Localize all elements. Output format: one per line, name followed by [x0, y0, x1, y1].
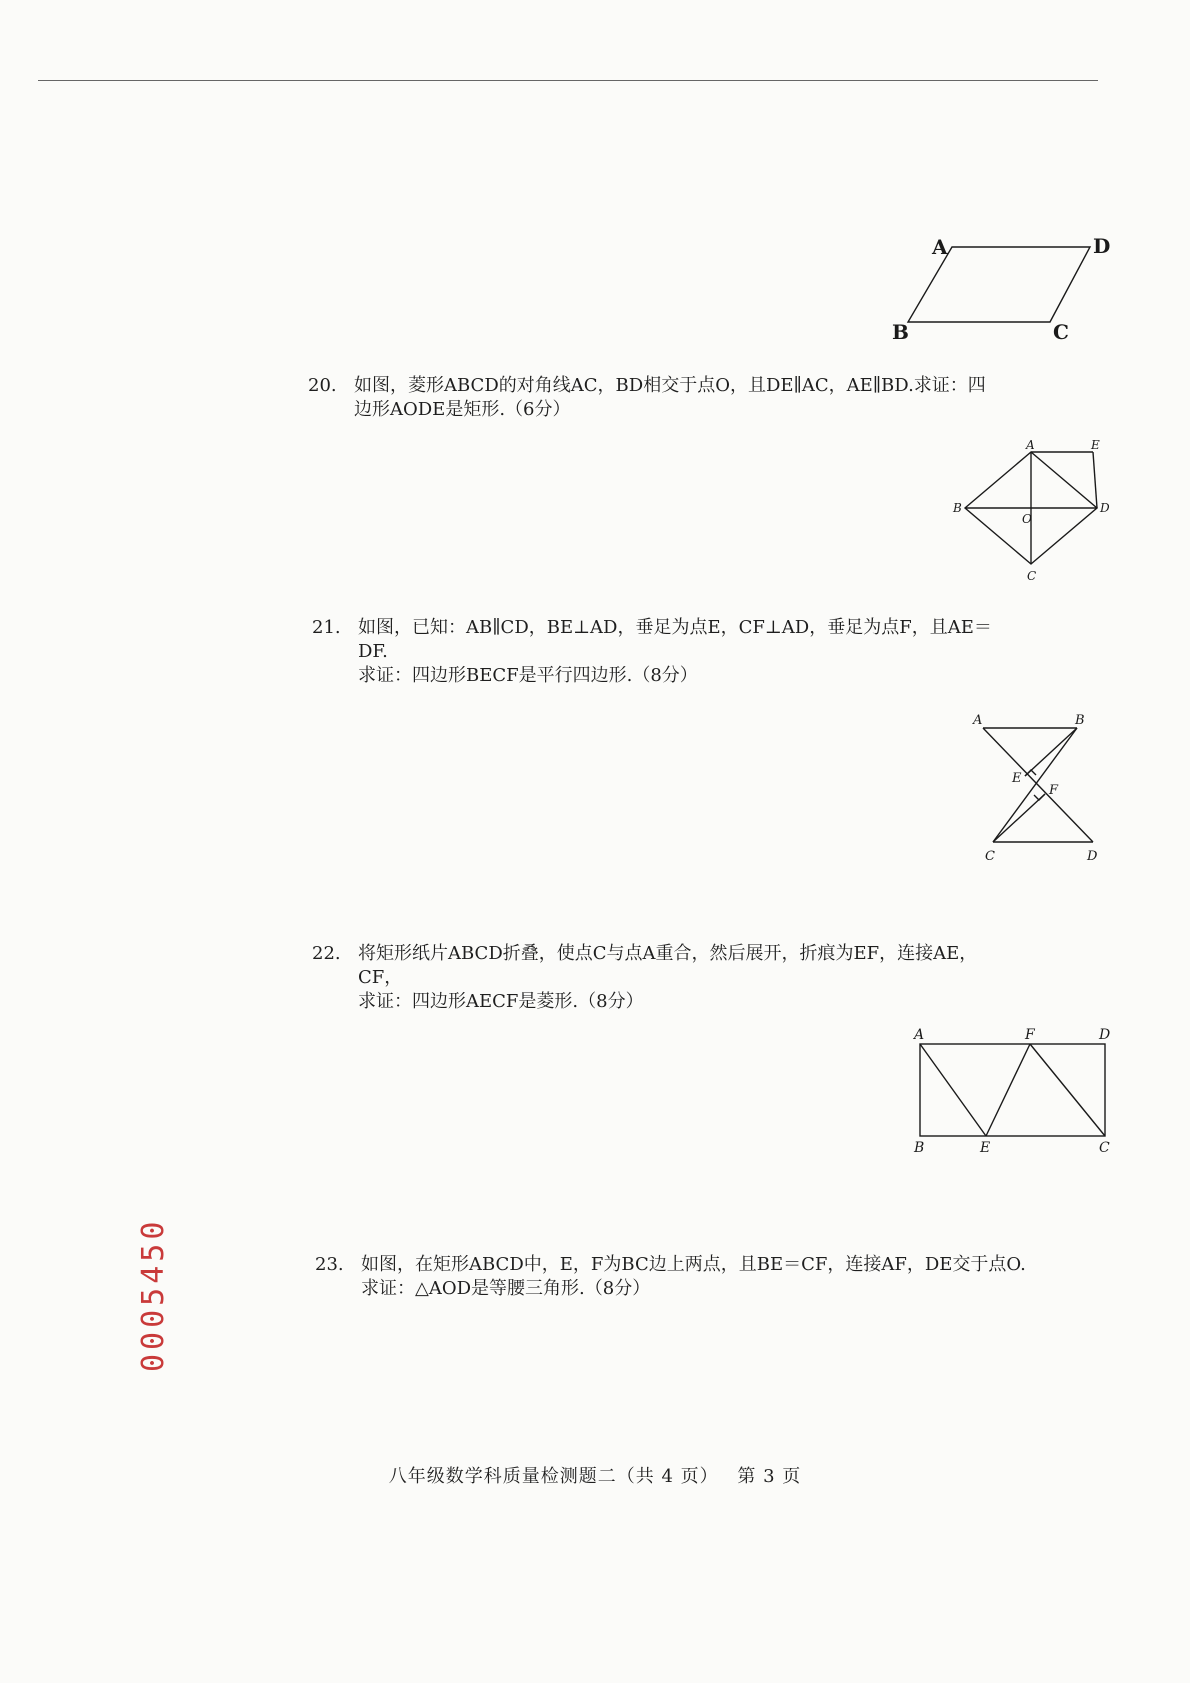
- label-C: C: [1053, 320, 1069, 344]
- label-D: D: [1100, 501, 1110, 515]
- label-B: B: [1075, 713, 1085, 728]
- question-23: [315, 1253, 1135, 1305]
- label-A: A: [932, 235, 948, 259]
- question-line: CF，: [358, 967, 403, 988]
- question-number: 21.: [312, 617, 341, 638]
- label-D: D: [1099, 1027, 1111, 1043]
- figure-parallelogram: [880, 232, 1120, 347]
- label-B: B: [892, 320, 909, 344]
- question-number: 22.: [312, 943, 341, 964]
- question-22: [312, 942, 1112, 1018]
- question-20: [308, 374, 1108, 426]
- label-D: D: [1093, 234, 1111, 258]
- label-A: A: [973, 713, 983, 728]
- figure-rectangle-fold: [910, 1025, 1115, 1160]
- label-C: C: [1099, 1140, 1110, 1156]
- question-line: DF.: [358, 641, 388, 662]
- label-A: A: [914, 1027, 925, 1043]
- serial-stamp: 0005450: [136, 1217, 171, 1372]
- label-E: E: [1012, 771, 1022, 786]
- figure-crossed-triangles: [965, 712, 1115, 877]
- figure-rhombus: [945, 440, 1115, 590]
- label-F: F: [1049, 783, 1059, 798]
- question-number: 23.: [315, 1254, 344, 1275]
- label-E: E: [1091, 438, 1100, 452]
- label-E: E: [980, 1140, 991, 1156]
- footer-title: 八年级数学科质量检测题二（共 4 页）: [388, 1466, 719, 1487]
- question-line: 如图，已知：AB∥CD，BE⊥AD，垂足为点E，CF⊥AD，垂足为点F，且AE＝: [358, 617, 992, 638]
- question-line: 如图，菱形ABCD的对角线AC，BD相交于点O，且DE∥AC，AE∥BD.求证：四: [354, 375, 986, 396]
- question-line: 如图，在矩形ABCD中，E，F为BC边上两点，且BE＝CF，连接AF，DE交于点O.: [361, 1254, 1026, 1275]
- label-C: C: [1027, 569, 1037, 583]
- label-D: D: [1087, 849, 1098, 864]
- label-A: A: [1026, 438, 1035, 452]
- question-line: 求证：△AOD是等腰三角形.（8分）: [361, 1278, 651, 1299]
- label-O: O: [1022, 512, 1032, 526]
- header-rule: [38, 80, 1098, 81]
- question-line: 求证：四边形AECF是菱形.（8分）: [358, 991, 644, 1012]
- footer-page-number: 第 3 页: [737, 1466, 802, 1487]
- label-C: C: [985, 849, 995, 864]
- label-B: B: [914, 1140, 925, 1156]
- label-B: B: [953, 501, 962, 515]
- question-21: [312, 616, 1112, 692]
- page-footer: [0, 1462, 1190, 1488]
- question-line: 边形AODE是矩形.（6分）: [354, 399, 571, 420]
- question-line: 求证：四边形BECF是平行四边形.（8分）: [358, 665, 698, 686]
- question-line: 将矩形纸片ABCD折叠，使点C与点A重合，然后展开，折痕为EF，连接AE，: [358, 943, 978, 964]
- question-number: 20.: [308, 375, 337, 396]
- label-F: F: [1025, 1027, 1035, 1043]
